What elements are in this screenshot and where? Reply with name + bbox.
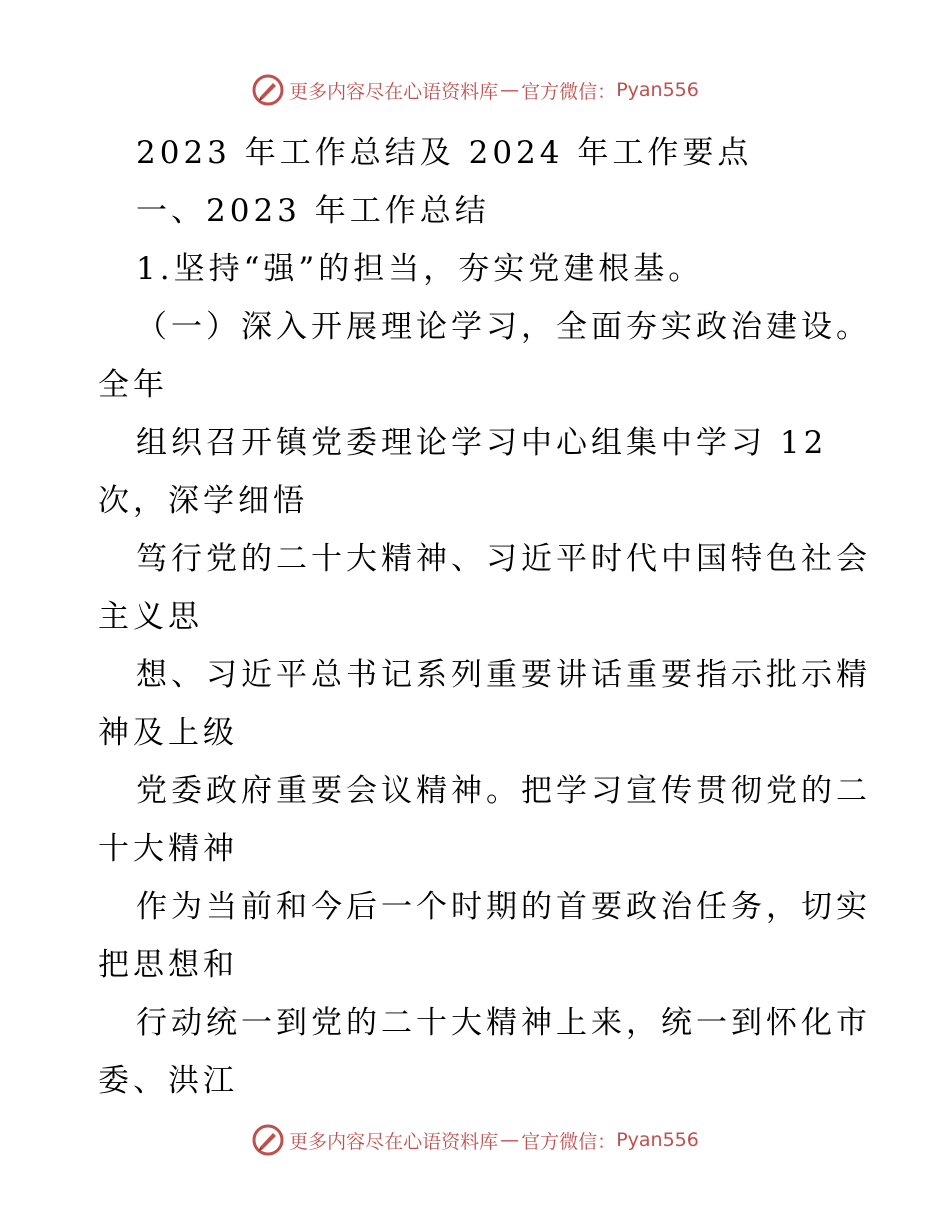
watermark-text: 更多内容尽在心语资料库: [289, 1130, 499, 1153]
header-watermark: [0, 68, 950, 112]
paragraph-line: 党委政府重要会议精神。把学习宣传贯彻党的二: [136, 773, 871, 809]
watermark-label: 官方微信：: [521, 80, 617, 103]
paragraph-line: 主义思: [98, 599, 203, 635]
pen-logo-icon: [251, 1123, 285, 1157]
paragraph-line: 委、洪江: [98, 1063, 238, 1099]
paragraph-line: 作为当前和今后一个时期的首要政治任务，切实: [136, 889, 871, 925]
watermark-handle: Pyan556: [616, 1129, 699, 1151]
paragraph-line: 次，深学细悟: [98, 483, 308, 519]
watermark-dash: —: [500, 1129, 520, 1151]
paragraph-line: （一）深入开展理论学习，全面夯实政治建设。: [136, 309, 871, 345]
paragraph-line: 把思想和: [98, 947, 238, 983]
section-heading: 一、2023 年工作总结: [136, 193, 490, 229]
paragraph-line: 全年: [98, 367, 168, 403]
footer-watermark: [0, 1118, 950, 1162]
paragraph-line: 行动统一到党的二十大精神上来，统一到怀化市: [136, 1005, 871, 1041]
watermark-dash: —: [500, 79, 520, 101]
paragraph-line: 笃行党的二十大精神、习近平时代中国特色社会: [136, 541, 871, 577]
document-body: [98, 124, 871, 1110]
watermark-handle: Pyan556: [616, 79, 699, 101]
paragraph-line: 神及上级: [98, 715, 238, 751]
pen-logo-icon: [251, 73, 285, 107]
paragraph-line: 想、习近平总书记系列重要讲话重要指示批示精: [136, 657, 871, 693]
watermark-text: 更多内容尽在心语资料库: [289, 80, 499, 103]
paragraph-line: 组织召开镇党委理论学习中心组集中学习 12: [136, 425, 828, 461]
paragraph-line: 十大精神: [98, 831, 238, 867]
subsection-heading: 1.坚持“强”的担当，夯实党建根基。: [136, 251, 704, 287]
doc-title: 2023 年工作总结及 2024 年工作要点: [136, 135, 753, 171]
watermark-label: 官方微信：: [521, 1130, 617, 1153]
